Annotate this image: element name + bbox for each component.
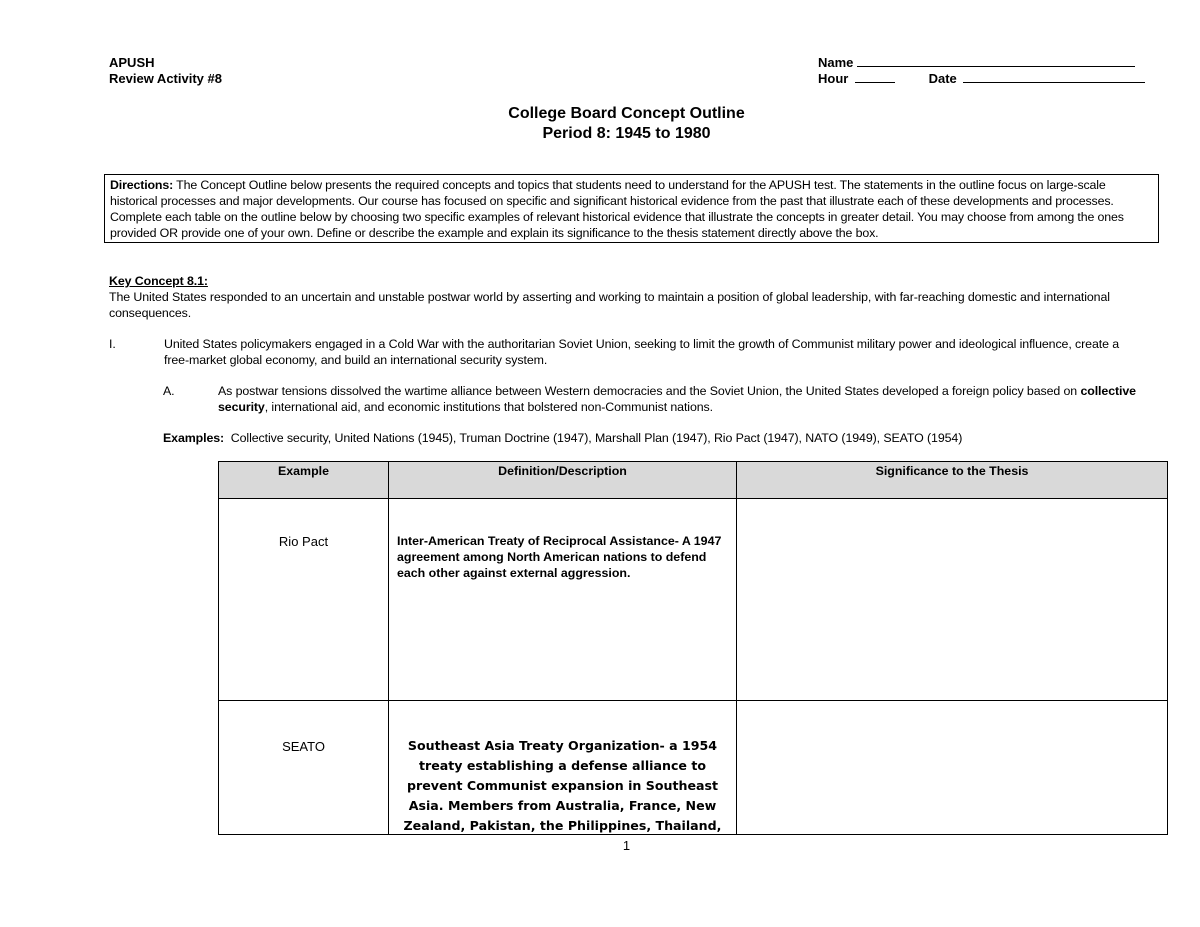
significance-cell[interactable] (737, 701, 1168, 835)
table-row (219, 499, 1168, 701)
title-line-1: College Board Concept Outline (508, 105, 745, 122)
name-label: Name (818, 55, 854, 70)
example-text: Rio Pact (278, 534, 329, 549)
definition-text: Southeast Asia Treaty Organization- a 1954 treaty establishing a defense alliance to prevent Communist expansion in Southeast Asia. Members from Australia, France, New Zealand, Pakistan, the Philippines, Thailand, (403, 738, 722, 833)
table-row (219, 701, 1168, 835)
directions-box (104, 174, 1159, 243)
significance-cell[interactable] (737, 499, 1168, 701)
definition-text: Inter-American Treaty of Reciprocal Assistance- A 1947 agreement among North American nations to defend each other against external aggression. (397, 534, 722, 580)
title-line-2: Period 8: 1945 to 1980 (542, 125, 711, 142)
course-label: APUSH (109, 55, 155, 70)
example-cell (219, 701, 389, 835)
activity-label: Review Activity #8 (109, 71, 222, 86)
hour-label: Hour (818, 71, 849, 86)
header-significance: Significance to the Thesis (737, 462, 1168, 499)
hour-date-row (818, 71, 1145, 87)
evidence-table (218, 461, 1168, 835)
a-text (218, 383, 1138, 415)
date-label: Date (928, 71, 957, 86)
key-concept-text: The United States responded to an uncertain and unstable postwar world by asserting and working to maintain a position of global leadership, with far-reaching domestic and international consequences. (109, 290, 1110, 320)
example-text: SEATO (282, 739, 325, 754)
directions-text: The Concept Outline below presents the required concepts and topics that students need to understand for the APUSH test. The statements in the outline focus on large-scale historical processes and major developments. Our course has focused on specific and significant historical evidence from the past that illustrate each of these developments and processes. Complete each table on the outline below by choosing two specific examples of relevant historical evidence that illustrate the concepts in greater detail. You may choose from among the ones provided OR provide one of your own. Define or describe the example and explain its significance to the thesis statement directly above the box. (110, 178, 1124, 240)
definition-cell[interactable] (389, 499, 737, 701)
name-row (818, 55, 1145, 71)
definition-cell[interactable] (389, 701, 737, 835)
header-example: Example (219, 462, 389, 499)
a-marker: A. (163, 384, 175, 398)
a-text-before: As postwar tensions dissolved the wartime alliance between Western democracies and the Soviet Union, the United States developed a foreign policy based on (218, 384, 1081, 398)
hour-field[interactable] (855, 71, 895, 83)
table-header-row (219, 462, 1168, 499)
page-title (0, 104, 1200, 144)
a-text-bold: collective security (218, 384, 1136, 414)
date-field[interactable] (963, 71, 1145, 83)
header-definition: Definition/Description (389, 462, 737, 499)
outline-item-i (109, 336, 1149, 368)
examples-label: Examples: (163, 431, 225, 445)
roman-text: United States policymakers engaged in a Cold War with the authoritarian Soviet Union, seeking to limit the growth of Communist military power and ideological influence, create a free-market global economy, and build an international security system. (164, 337, 1119, 367)
example-cell (219, 499, 389, 701)
name-field[interactable] (857, 55, 1135, 67)
examples-text: Collective security, United Nations (1945), Truman Doctrine (1947), Marshall Plan (1947), Rio Pact (1947), NATO (1949), SEATO (1954) (230, 431, 963, 445)
key-concept-heading: Key Concept 8.1: (109, 274, 208, 288)
a-text-after: , international aid, and economic institutions that bolstered non-Communist nations. (264, 400, 713, 414)
header-right (818, 55, 1145, 87)
roman-marker: I. (109, 337, 116, 351)
page-number: 1 (622, 838, 631, 853)
examples-line (163, 430, 1153, 446)
key-concept (109, 273, 1149, 321)
header-left (109, 55, 222, 87)
outline-item-a (163, 383, 1153, 415)
directions-label: Directions: (110, 178, 174, 192)
